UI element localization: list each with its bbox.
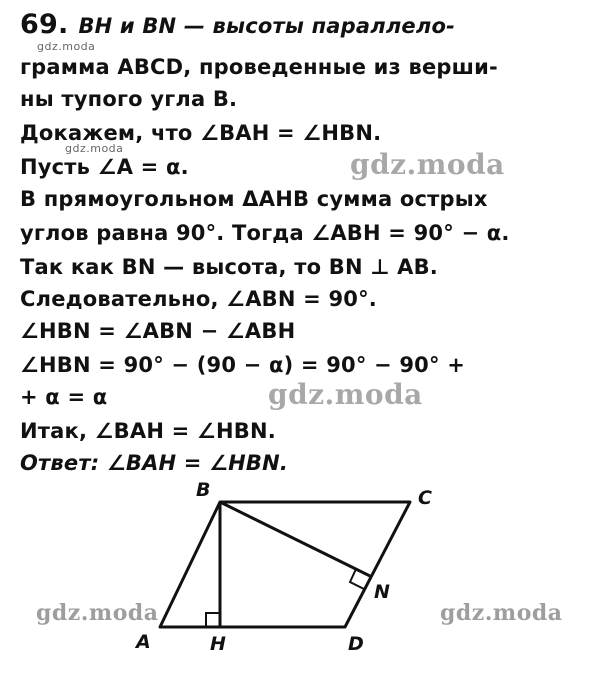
label-n: N bbox=[374, 581, 390, 603]
problem-number: 69. bbox=[20, 9, 69, 40]
watermark-bottom-right: gdz.moda bbox=[440, 600, 563, 626]
parallelogram-abcd bbox=[160, 502, 410, 627]
problem-line-3: ны тупого угла B. bbox=[20, 87, 238, 111]
conclusion-line: Итак, ∠BAH = ∠HBN. bbox=[20, 419, 276, 443]
proof-line-9: Следовательно, ∠ABN = 90°. bbox=[20, 287, 377, 311]
proof-line-7: углов равна 90°. Тогда ∠ABH = 90° − α. bbox=[20, 221, 510, 245]
let-angle-line: Пусть ∠A = α. bbox=[20, 155, 189, 179]
label-d: D bbox=[348, 633, 364, 655]
label-c: C bbox=[418, 487, 432, 509]
label-a: A bbox=[136, 631, 151, 653]
proof-line-11: ∠HBN = 90° − (90 − α) = 90° − 90° + bbox=[20, 353, 465, 377]
watermark-small-1: gdz.moda bbox=[37, 40, 96, 53]
problem-line-2: грамма ABCD, проведенные из верши- bbox=[20, 55, 498, 79]
proof-line-10: ∠HBN = ∠ABN − ∠ABH bbox=[20, 319, 296, 343]
proof-line-12: + α = α bbox=[20, 385, 108, 409]
proof-line-6: В прямоугольном ΔAHB сумма острых bbox=[20, 187, 488, 211]
answer-line: Ответ: ∠BAH = ∠HBN. bbox=[20, 451, 289, 475]
altitude-bn bbox=[220, 502, 370, 576]
watermark-big-1: gdz.moda bbox=[350, 148, 505, 181]
proof-line-8: Так как BN — высота, то BN ⊥ AB. bbox=[20, 255, 438, 279]
label-h: H bbox=[210, 633, 226, 655]
proof-statement: Докажем, что ∠BAH = ∠HBN. bbox=[20, 121, 382, 145]
label-b: B bbox=[196, 479, 211, 501]
watermark-small-2: gdz.moda bbox=[65, 142, 124, 155]
right-angle-mark-h bbox=[206, 613, 220, 627]
watermark-bottom-left: gdz.moda bbox=[36, 600, 159, 626]
problem-text-1: BH и BN — высоты параллело- bbox=[78, 14, 455, 38]
watermark-big-2: gdz.moda bbox=[268, 378, 423, 411]
